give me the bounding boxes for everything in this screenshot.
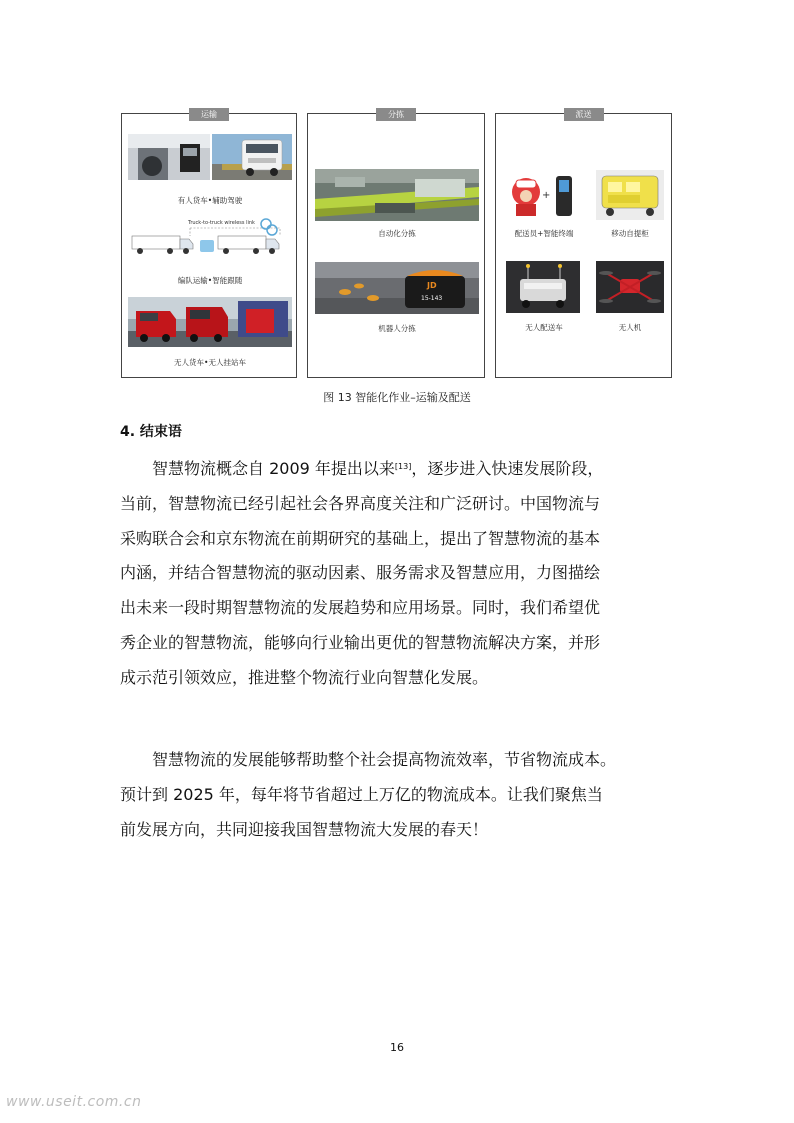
svg-text:+: + bbox=[542, 190, 551, 201]
text-line: 内涵，并结合智慧物流的驱动因素、服务需求及智慧应用，力图描绘 bbox=[120, 563, 601, 583]
section-heading: 4. 结束语 bbox=[120, 424, 182, 440]
paragraph-1 bbox=[120, 452, 686, 696]
caption-delivery-vehicle: 无人配送车 bbox=[525, 323, 563, 332]
caption-courier-terminal: 配送员+智能终端 bbox=[514, 229, 574, 238]
figure-caption: 图 13 智能化作业–运输及配送 bbox=[323, 391, 471, 404]
page-number: 16 bbox=[390, 1041, 404, 1054]
text-line: 智慧物流概念自 2009 年提出以来[13]，逐步进入快速发展阶段， bbox=[152, 459, 604, 478]
photo-autonomous-trucks bbox=[128, 297, 292, 347]
watermark: www.useit.com.cn bbox=[6, 1094, 142, 1110]
caption-mobile-locker: 移动自提柜 bbox=[611, 229, 649, 238]
photo-auto-sorting bbox=[315, 169, 479, 221]
panel-tab-transport: 运输 bbox=[189, 108, 229, 121]
photo-drone bbox=[596, 261, 664, 313]
text-line: 出未来一段时期智慧物流的发展趋势和应用场景。同时，我们希望优 bbox=[120, 598, 601, 618]
photo-robot-sorting bbox=[315, 262, 479, 314]
text-line: 采购联合会和京东物流在前期研究的基础上，提出了智慧物流的基本 bbox=[120, 528, 601, 548]
text-line: 当前，智慧物流已经引起社会各界高度关注和广泛研讨。中国物流与 bbox=[120, 493, 601, 513]
caption-auto-sorting: 自动化分拣 bbox=[378, 229, 416, 238]
robot-code: 15-143 bbox=[421, 295, 443, 302]
panel-sorting bbox=[307, 110, 485, 378]
text-line: 前发展方向，共同迎接我国智慧物流大发展的春天！ bbox=[120, 819, 489, 839]
text-line: 预计到 2025 年，每年将节省超过上万亿的物流成本。让我们聚焦当 bbox=[120, 784, 603, 804]
photo-delivery-robot bbox=[506, 261, 580, 313]
citation: [13] bbox=[394, 462, 412, 471]
panel-transport bbox=[121, 110, 297, 378]
caption-drone: 无人机 bbox=[618, 323, 642, 332]
diagram-platooning bbox=[130, 214, 292, 262]
photo-courier-terminal bbox=[504, 170, 584, 220]
photo-truck-road bbox=[212, 134, 292, 180]
caption-unmanned-truck: 无人货车•无人挂站车 bbox=[174, 358, 246, 367]
text-line: 秀企业的智慧物流，能够向行业输出更优的智慧物流解决方案，并形 bbox=[120, 632, 601, 652]
caption-robot-sorting: 机器人分拣 bbox=[378, 324, 416, 333]
photo-truck-cabin bbox=[128, 134, 210, 180]
robot-brand: JD bbox=[427, 281, 437, 290]
caption-platoon: 编队运输•智能跟随 bbox=[177, 276, 243, 285]
panel-delivery bbox=[495, 110, 672, 378]
text-line: 智慧物流的发展能够帮助整个社会提高物流效率，节省物流成本。 bbox=[152, 750, 617, 769]
panel-tab-sorting: 分拣 bbox=[376, 108, 416, 121]
text-line: 成示范引领效应，推进整个物流行业向智慧化发展。 bbox=[120, 667, 489, 687]
caption-manned-truck: 有人货车•辅助驾驶 bbox=[177, 196, 243, 205]
link-label: Truck-to-truck wireless link bbox=[188, 220, 255, 226]
photo-pickup-locker bbox=[596, 170, 664, 220]
panel-tab-delivery: 派送 bbox=[564, 108, 604, 121]
paragraph-2 bbox=[120, 743, 686, 847]
